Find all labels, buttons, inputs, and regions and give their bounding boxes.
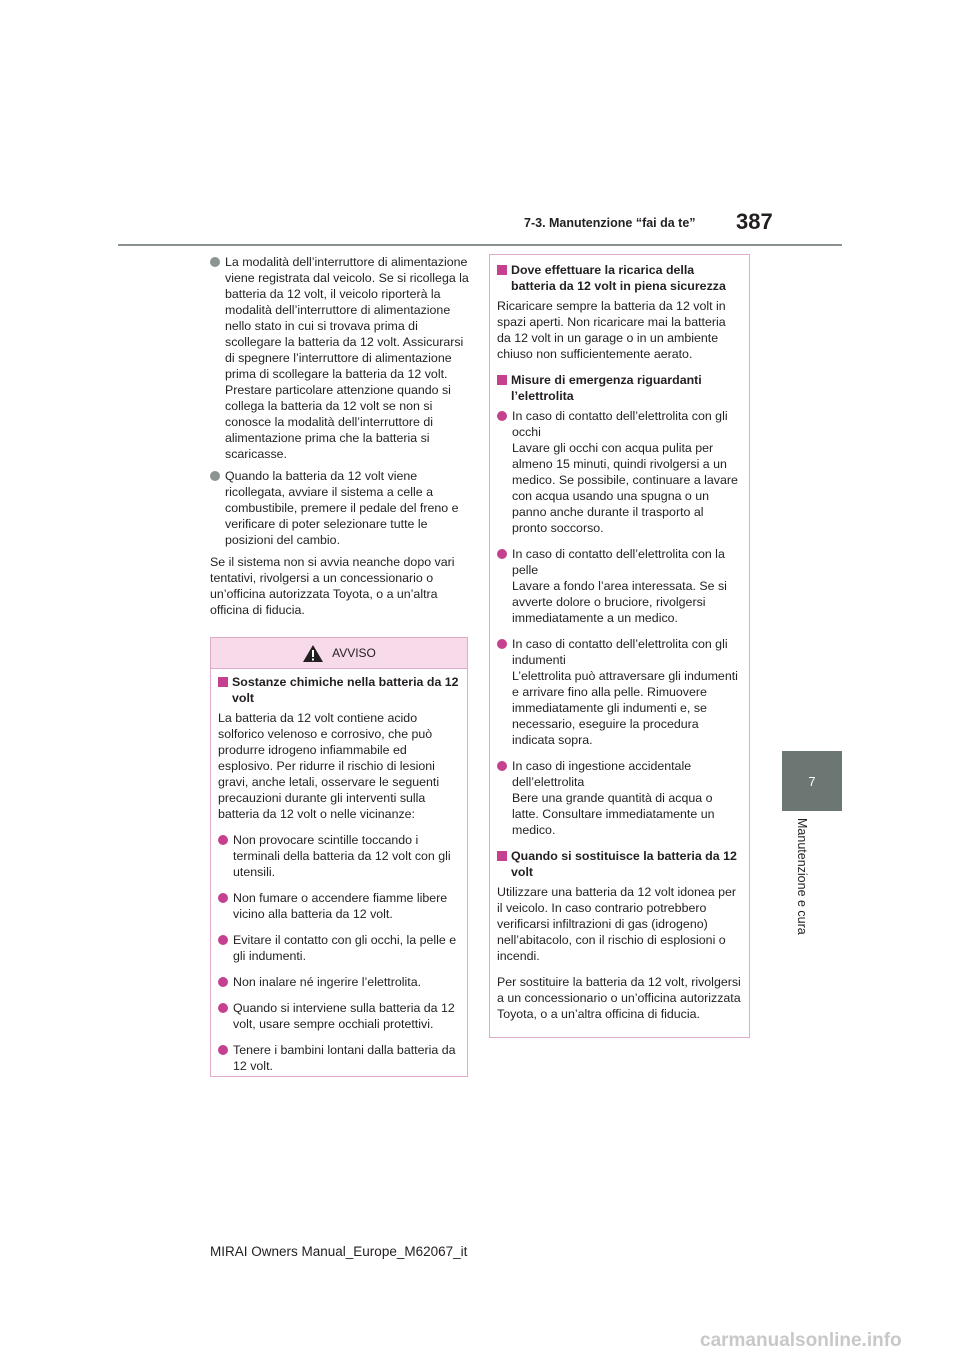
left-column (210, 254, 470, 624)
list-item (497, 408, 742, 536)
warning-box (210, 637, 468, 1077)
warning-title: AVVISO (332, 646, 376, 660)
paragraph: Se il sistema non si avvia neanche dopo vari tentativi, rivolgersi a un concessionario o un’officina autorizzata Toyota, o a un’altra officina di fiducia. (210, 555, 455, 617)
warning-body (211, 669, 467, 1074)
warning-heading: Sostanze chimiche nella batteria da 12 volt (218, 674, 460, 706)
chapter-title: Manutenzione e cura (795, 818, 809, 935)
warning-header (211, 638, 467, 669)
paragraph: Per sostituire la batteria da 12 volt, rivolgersi a un concessionario o un’officina autorizzata Toyota, o a un’altra officina di fiducia. (497, 975, 741, 1021)
info-heading: Quando si sostituisce la batteria da 12 volt (497, 848, 742, 880)
list-item: La modalità dell’interruttore di alimentazione viene registrata dal veicolo. Se si ricollega la batteria da 12 volt, il veicolo riporterà la modalità dell’interruttore di alimentazione nello stato in cui si trovava prima di scollegare la batteria da 12 volt. Assicurarsi di spegnere l’interruttore di alimentazione prima di scollegare la batteria da 12 volt. Prestare particolare attenzione quando si collega la batteria da 12 volt se non si conosce la modalità dell’interruttore di alimentazione prima che la batteria si scaricasse. (210, 254, 470, 462)
list-item-title: In caso di contatto dell’elettrolita con la pelle (512, 547, 725, 577)
list-item-title: In caso di ingestione accidentale dell’elettrolita (512, 759, 692, 789)
header-rule (118, 244, 842, 246)
list-item-text: Bere una grande quantità di acqua o latte. Consultare immediatamente un medico. (512, 791, 715, 837)
paragraph: Utilizzare una batteria da 12 volt idonea per il veicolo. In caso contrario potrebbero verificarsi infiltrazioni di gas (idrogeno) nell’abitacolo, con il rischio di esplosioni o incendi. (497, 885, 737, 963)
list-item-text: L’elettrolita può attraversare gli indumenti e arrivare fino alla pelle. Rimuovere immediatamente gli indumenti e, se necessario, eseguire la procedura indicata sopra. (512, 669, 738, 747)
section-title: 7-3. Manutenzione “fai da te” (524, 216, 696, 230)
list-item-text: Lavare gli occhi con acqua pulita per almeno 15 minuti, quindi rivolgersi a un medico. Se possibile, continuare a lavare con acqua usando una spugna o un panno anche durante il trasporto al pronto soccorso. (512, 441, 738, 535)
watermark: carmanualsonline.info (700, 1330, 902, 1351)
footer-manual-name: MIRAI Owners Manual_Europe_M62067_it (210, 1244, 468, 1259)
list-item-title: In caso di contatto dell’elettrolita con gli occhi (512, 409, 728, 439)
list-item (497, 636, 742, 748)
list-item-title: In caso di contatto dell’elettrolita con gli indumenti (512, 637, 728, 667)
chapter-number: 7 (808, 773, 816, 789)
list-item-text: Lavare a fondo l’area interessata. Se si avverte dolore o bruciore, rivolgersi immediatamente a un medico. (512, 579, 727, 625)
page-number: 387 (736, 209, 773, 234)
list-item (497, 758, 742, 838)
info-heading: Misure di emergenza riguardanti l’elettrolita (497, 372, 742, 404)
list-item: Non inalare né ingerire l’elettrolita. (218, 974, 460, 990)
list-item: Non fumare o accendere fiamme libere vicino alla batteria da 12 volt. (218, 890, 460, 922)
info-heading: Dove effettuare la ricarica della batteria da 12 volt in piena sicurezza (497, 262, 742, 294)
chapter-tab (782, 751, 842, 811)
list-item (497, 546, 742, 626)
warning-intro: La batteria da 12 volt contiene acido solforico velenoso e corrosivo, che può produrre idrogeno infiammabile ed esplosivo. Per ridurre il rischio di lesioni gravi, anche letali, osservare le seguenti precauzioni durante gli interventi sulla batteria da 12 volt o nelle vicinanze: (218, 711, 440, 821)
list-item: Evitare il contatto con gli occhi, la pelle e gli indumenti. (218, 932, 460, 964)
list-item: Quando si interviene sulla batteria da 12 volt, usare sempre occhiali protettivi. (218, 1000, 460, 1032)
list-item: Quando la batteria da 12 volt viene ricollegata, avviare il sistema a celle a combustibile, premere il pedale del freno e verificare di poter selezionare tutte le posizioni del cambio. (210, 468, 470, 548)
list-item: Tenere i bambini lontani dalla batteria da 12 volt. (218, 1042, 460, 1074)
warning-icon (302, 644, 324, 663)
list-item: Non provocare scintille toccando i terminali della batteria da 12 volt con gli utensili. (218, 832, 460, 880)
info-box (489, 254, 750, 1038)
paragraph: Ricaricare sempre la batteria da 12 volt in spazi aperti. Non ricaricare mai la batteria da 12 volt in un garage o in un ambiente chiuso non sufficientemente aerato. (497, 299, 726, 361)
